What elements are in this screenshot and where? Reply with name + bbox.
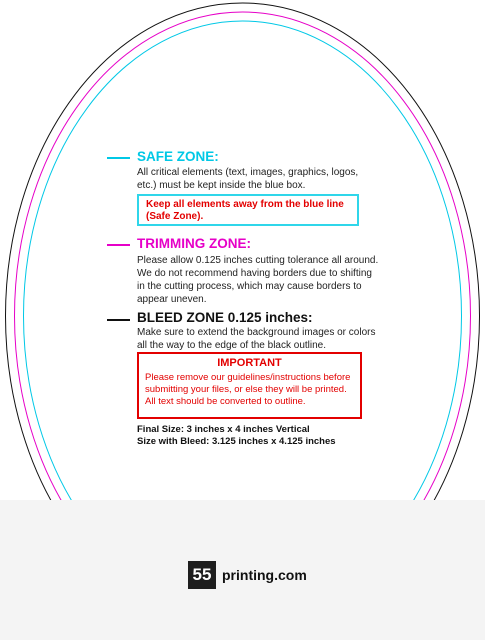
important-notice [137, 352, 362, 419]
bleed-size: Size with Bleed: 3.125 inches x 4.125 inches [137, 436, 336, 447]
safe-zone-marker [107, 157, 130, 159]
safe-zone-callout-text: Keep all elements away from the blue line (Safe Zone). [146, 199, 344, 222]
brand-mark: 55 [188, 561, 216, 589]
brand-logo [188, 561, 307, 589]
safe-zone-description: All critical elements (text, images, graphics, logos, etc.) must be kept inside the blue box. [137, 167, 359, 191]
bleed-zone-marker [107, 319, 130, 321]
important-line-2: submitting your files, or else they will be printed. [145, 384, 347, 395]
important-title: IMPORTANT [217, 357, 282, 369]
final-size: Final Size: 3 inches x 4 inches Vertical [137, 424, 310, 435]
size-info [137, 424, 336, 448]
trim-zone-description: Please allow 0.125 inches cutting tolerance all around. We do not recommend having borders due to shifting in the cutting process, which may cause borders to appear uneven. [137, 255, 379, 305]
important-line-3: All text should be converted to outline. [145, 396, 306, 407]
safe-zone-callout [137, 194, 359, 226]
bleed-zone-title: BLEED ZONE 0.125 inches: [137, 310, 313, 325]
trim-zone-title: TRIMMING ZONE: [137, 236, 251, 251]
bleed-zone-description: Make sure to extend the background images or colors all the way to the edge of the black outline. [137, 327, 376, 351]
trim-zone-marker [107, 244, 130, 246]
safe-zone-title: SAFE ZONE: [137, 149, 219, 164]
important-line-1: Please remove our guidelines/instructions before [145, 372, 351, 383]
brand-name: printing.com [222, 567, 307, 583]
